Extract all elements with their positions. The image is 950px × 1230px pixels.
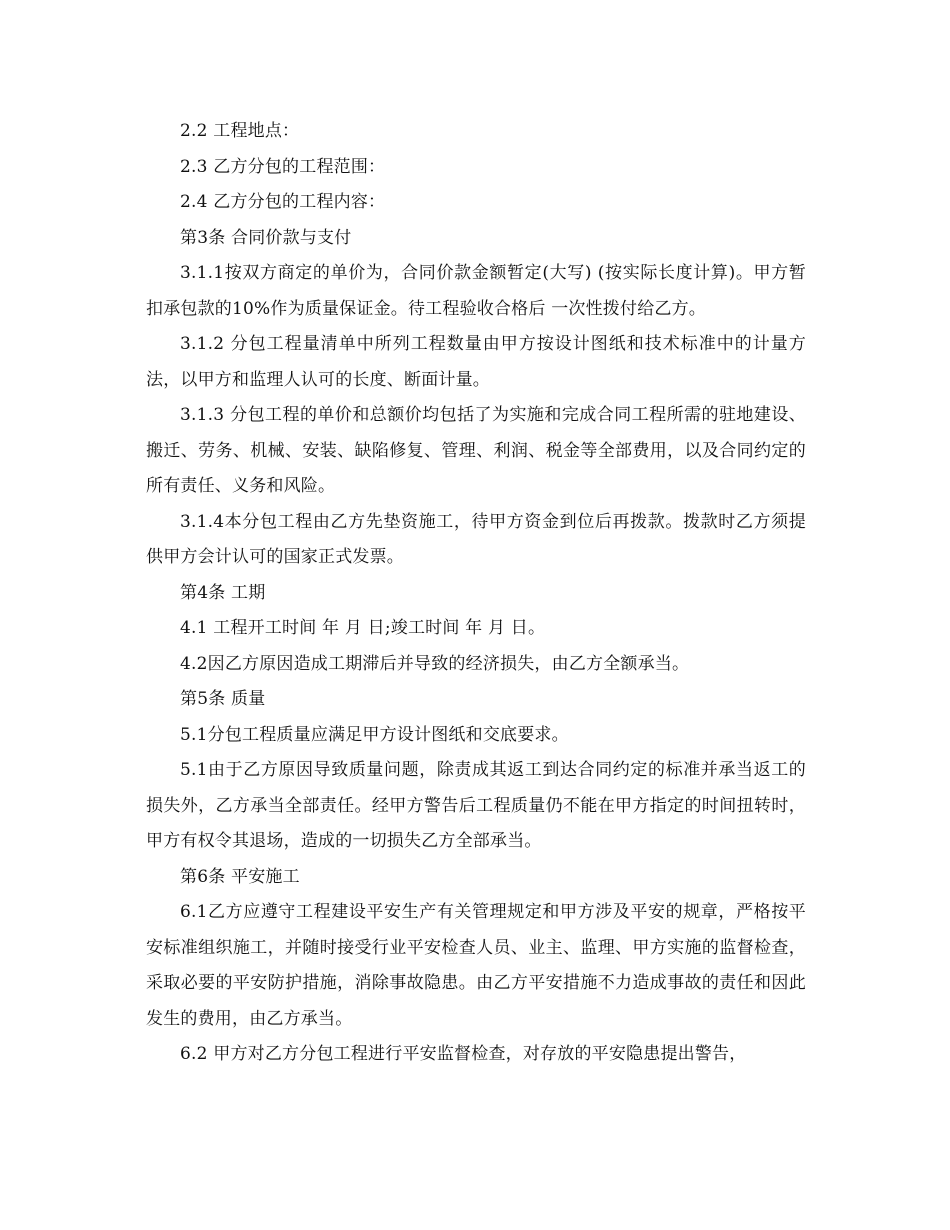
clause-3-1-4: 3.1.4本分包工程由乙方先垫资施工，待甲方资金到位后再拨款。拨款时乙方须提供甲方会计认可的国家正式发票。 — [146, 511, 806, 567]
clause-2-4: 2.4 乙方分包的工程内容： — [180, 192, 386, 212]
section-heading-5: 第5条 质量 — [180, 689, 266, 709]
clause-4-2: 4.2因乙方原因造成工期滞后并导致的经济损失，由乙方全额承当。 — [180, 653, 690, 674]
clause-3-1-2: 3.1.2 分包工程量清单中所列工程数量由甲方按设计图纸和技术标准中的计量方法，以甲方和监理人认可的长度、断面计量。 — [146, 334, 806, 390]
clause-6-2: 6.2 甲方对乙方分包工程进行平安监督检查，对存放的平安隐患提出警告， — [180, 1044, 747, 1064]
section-heading-6: 第6条 平安施工 — [180, 866, 300, 887]
section-heading-4: 第4条 工期 — [180, 582, 266, 603]
clause-2-3: 2.3 乙方分包的工程范围： — [180, 156, 386, 177]
clause-4-1: 4.1 工程开工时间 年 月 日;竣工时间 年 月 日。 — [180, 618, 546, 638]
section-heading-3: 第3条 合同价款与支付 — [180, 227, 352, 248]
clause-5-1a: 5.1分包工程质量应满足甲方设计图纸和交底要求。 — [180, 724, 569, 745]
clause-2-2: 2.2 工程地点： — [180, 121, 300, 141]
clause-3-1-1: 3.1.1按双方商定的单价为，合同价款金额暂定(大写) (按实际长度计算)。甲方暂扣承包款的10%作为质量保证金。待工程验收合格后 一次性拨付给乙方。 — [146, 263, 806, 319]
document-body — [146, 114, 806, 1073]
clause-6-1: 6.1乙方应遵守工程建设平安生产有关管理规定和甲方涉及平安的规章，严格按平安标准组织施工，并随时接受行业平安检查人员、业主、监理、甲方实施的监督检查，采取必要的平安防护措施，消除事故隐患。由乙方平安措施不力造成事故的责任和因此发生的费用，由乙方承当。 — [146, 902, 806, 1029]
clause-3-1-3: 3.1.3 分包工程的单价和总额价均包括了为实施和完成合同工程所需的驻地建设、搬迁、劳务、机械、安装、缺陷修复、管理、利润、税金等全部费用，以及合同约定的所有责任、义务和风险。 — [146, 405, 806, 496]
clause-5-1b: 5.1由于乙方原因导致质量问题，除责成其返工到达合同约定的标准并承当返工的损失外，乙方承当全部责任。经甲方警告后工程质量仍不能在甲方指定的时间扭转时，甲方有权令其退场，造成的一切损失乙方全部承当。 — [146, 760, 806, 851]
